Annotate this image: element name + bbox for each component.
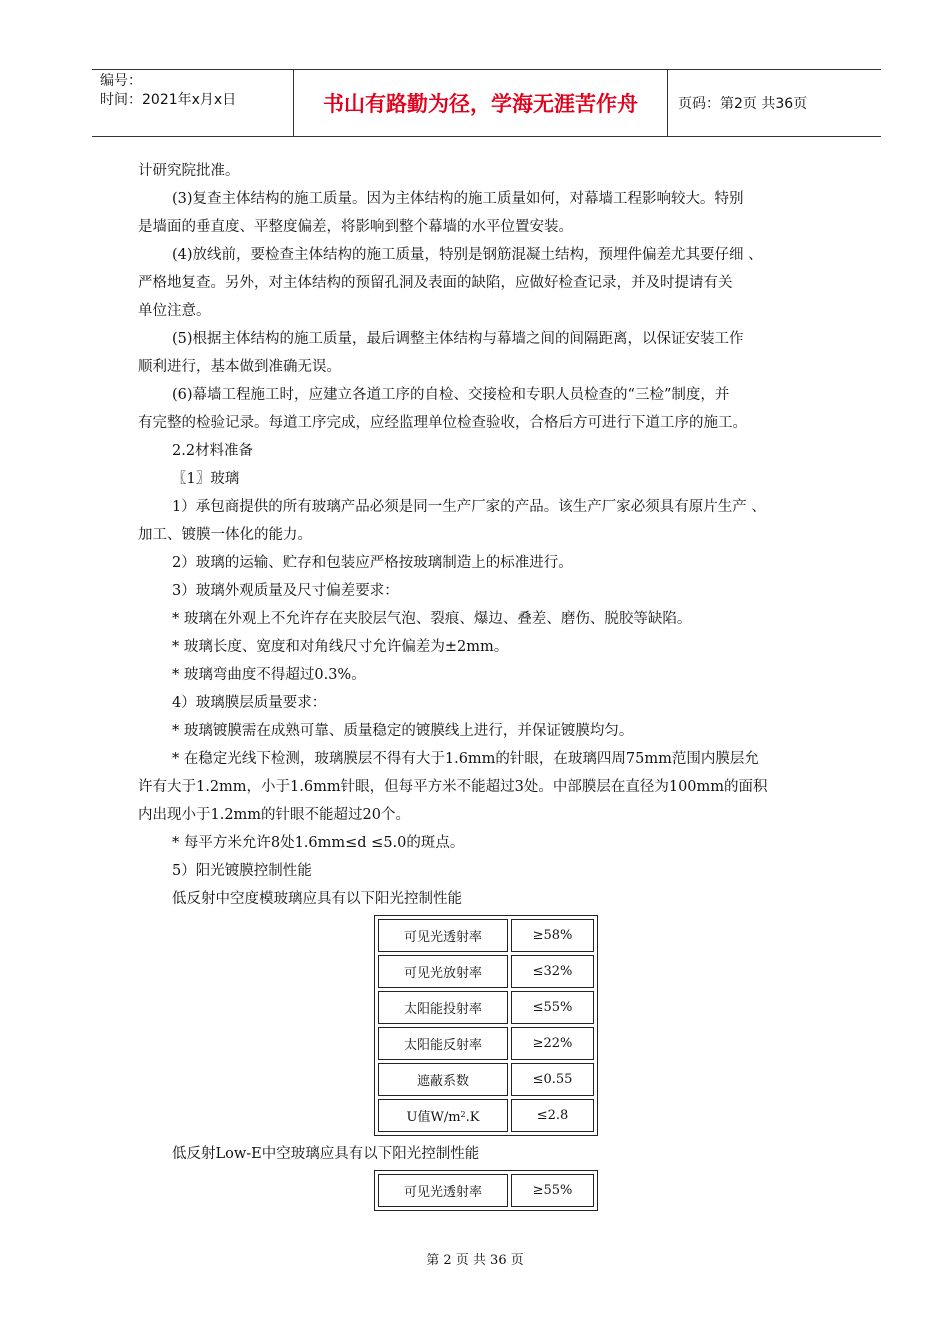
property-cell: 遮蔽系数 [378,1063,508,1096]
paragraph-line: * 玻璃在外观上不允许存在夹胶层气泡、裂痕、爆边、叠差、磨伤、脱胶等缺陷。 [172,611,692,627]
unit-suffix: .K [465,1110,480,1125]
paragraph-line: (3)复查主体结构的施工质量。因为主体结构的施工质量如何，对幕墙工程影响较大。特别 [172,191,744,207]
value-cell: ≥58% [511,919,594,952]
value-cell: ≤0.55 [511,1063,594,1096]
value-cell: ≤32% [511,955,594,988]
solar-control-table-1 [374,915,598,1136]
paragraph-line: 许有大于1.2mm，小于1.6mm针眼，但每平方米不能超过3处。中部膜层在直径为100mm的面积 [138,779,768,795]
header-page-label: 页码：第2页 共36页 [678,96,808,112]
property-cell: 可见光透射率 [378,919,508,952]
paragraph-line: 是墙面的垂直度、平整度偏差，将影响到整个幕墙的水平位置安装。 [138,219,573,235]
paragraph-line: * 玻璃长度、宽度和对角线尺寸允许偏差为±2mm。 [172,639,509,655]
paragraph-line: 内出现小于1.2mm的针眼不能超过20个。 [138,807,411,823]
paragraph-line: (6)幕墙工程施工时，应建立各道工序的自检、交接检和专职人员检查的“三检”制度，并 [172,387,730,403]
solar-control-table-2 [374,1170,598,1211]
table-row [378,1099,594,1132]
paragraph-line: 3）玻璃外观质量及尺寸偏差要求： [172,583,399,599]
header-motto: 书山有路勤为径，学海无涯苦作舟 [293,70,668,136]
doc-code-label: 编号： [100,73,142,89]
paragraph-line: 4）玻璃膜层质量要求： [172,695,327,711]
paragraph-line: 有完整的检验记录。每道工序完成，应经监理单位检查验收，合格后方可进行下道工序的施工。 [138,415,747,431]
paragraph-line: 计研究院批准。 [138,163,240,179]
table-row [378,919,594,952]
paragraph-line: 〖1〗玻璃 [172,471,240,487]
property-cell [378,1099,508,1132]
table-row [378,1027,594,1060]
paragraph-line: * 每平方米允许8处1.6mm≤d ≤5.0的斑点。 [172,835,465,851]
table-row [378,991,594,1024]
value-cell: ≥22% [511,1027,594,1060]
value-cell: ≤2.8 [511,1099,594,1132]
table-row [378,1174,594,1207]
property-cell: 太阳能投射率 [378,991,508,1024]
paragraph-line: (5)根据主体结构的施工质量，最后调整主体结构与幕墙之间的间隔距离，以保证安装工作 [172,331,744,347]
paragraph-line: 加工、镀膜一体化的能力。 [138,527,312,543]
paragraph-line: * 在稳定光线下检测，玻璃膜层不得有大于1.6mm的针眼，在玻璃四周75mm范围内膜层允 [172,751,759,767]
page-header [92,69,881,137]
value-cell: ≥55% [511,1174,594,1207]
paragraph-line: 1）承包商提供的所有玻璃产品必须是同一生产厂家的产品。该生产厂家必须具有原片生产 、 [172,499,766,515]
document-body [138,157,838,1211]
property-cell: 可见光放射率 [378,955,508,988]
property-label: U值W/m [406,1110,461,1125]
table-row [378,955,594,988]
paragraph-line: 2）玻璃的运输、贮存和包装应严格按玻璃制造上的标准进行。 [172,555,573,571]
doc-time-label: 时间：2021年x月x日 [100,92,237,108]
paragraph-line: 5）阳光镀膜控制性能 [172,863,312,879]
value-cell: ≤55% [511,991,594,1024]
paragraph-line: 2.2材料准备 [172,443,254,459]
page-footer: 第 2 页 共 36 页 [426,1253,524,1268]
paragraph-line: 低反射Low-E中空玻璃应具有以下阳光控制性能 [172,1146,480,1162]
property-cell: 可见光透射率 [378,1174,508,1207]
property-cell: 太阳能反射率 [378,1027,508,1060]
unit-superscript: 2 [460,1110,466,1119]
header-meta [92,70,293,136]
paragraph-line: * 玻璃弯曲度不得超过0.3%。 [172,667,366,683]
paragraph-line: 低反射中空度模玻璃应具有以下阳光控制性能 [172,891,462,907]
paragraph-line: (4)放线前，要检查主体结构的施工质量，特别是钢筋混凝土结构，预埋件偏差尤其要仔细 、 [172,247,763,263]
table-row [378,1063,594,1096]
paragraph-line: 单位注意。 [138,303,211,319]
paragraph-line: 严格地复查。另外，对主体结构的预留孔洞及表面的缺陷，应做好检查记录，并及时提请有关 [138,275,733,291]
paragraph-line: * 玻璃镀膜需在成熟可靠、质量稳定的镀膜线上进行，并保证镀膜均匀。 [172,723,634,739]
paragraph-line: 顺利进行，基本做到准确无误。 [138,359,341,375]
paragraph-lines [138,157,838,913]
